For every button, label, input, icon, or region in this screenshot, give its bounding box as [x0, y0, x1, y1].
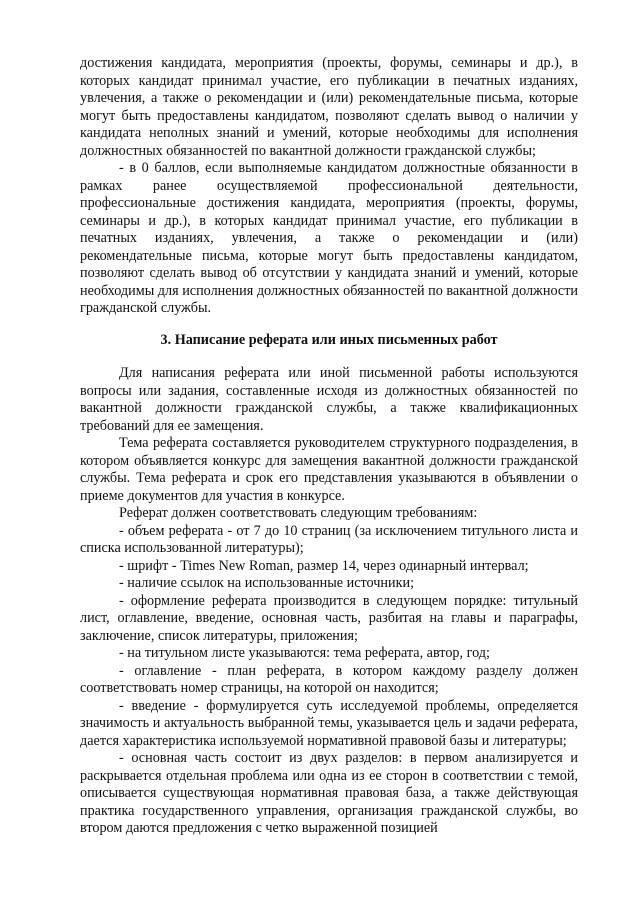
paragraph: - в 0 баллов, если выполняемые кандидатом должностные обязанности в рамках ранее осуществляемой профессиональной деятельности, профессиональные достижения кандидата, мероприятия (проекты, форумы, семинары и др.), в которых кандидат принимал участие, его публикации в печатных изданиях, увлечения, а также о рекомендации и (или) рекомендательные письма, которые могут быть предоставлены кандидатом, позволяют сделать вывод об отсутствии у кандидата знаний и умений, которые необходимы для исполнения должностных обязанностей по вакантной должности гражданской службы. — [80, 160, 578, 316]
list-item: - оформление реферата производится в следующем порядке: титульный лист, оглавление, введение, основная часть, разбитая на главы и параграфы, заключение, список литературы, приложения; — [80, 592, 578, 644]
paragraph: Для написания реферата или иной письменной работы используются вопросы или задания, составленные исходя из должностных обязанностей по вакантной должности гражданской службы, а также квалификационных требований для ее замещения. — [80, 365, 578, 434]
list-item: - на титульном листе указываются: тема реферата, автор, год; — [119, 645, 490, 661]
list-item: - основная часть состоит из двух разделов: в первом анализируется и раскрывается отдельная проблема или одна из ее сторон в соответствии с темой, описывается существующая нормативная правовая база, а также действующая практика государственного управления, организация гражданской службы, во втором даются предложения с четко выраженной позицией — [80, 750, 578, 836]
paragraph: достижения кандидата, мероприятия (проекты, форумы, семинары и др.), в которых кандидат принимал участие, его публикации в печатных изданиях, увлечения, а также о рекомендации и (или) рекомендательные письма, которые могут быть предоставлены кандидатом, позволяют сделать вывод о наличии у кандидата неполных знаний и умений, которые необходимы для исполнения должностных обязанностей по вакантной должности гражданской службы; — [80, 55, 578, 159]
list-item: - шрифт - Times New Roman, размер 14, через одинарный интервал; — [119, 557, 529, 574]
paragraph: Тема реферата составляется руководителем структурного подразделения, в котором объявляется конкурс для замещения вакантной должности гражданской службы. Тема реферата и срок его представления указываются в объявлении о приеме документов для участия в конкурсе. — [80, 435, 578, 504]
page-content — [80, 55, 578, 838]
list-item: - наличие ссылок на использованные источники; — [119, 575, 415, 591]
section-heading: 3. Написание реферата или иных письменных работ — [160, 331, 498, 348]
paragraph: Реферат должен соответствовать следующим требованиям: — [119, 505, 478, 521]
list-item: - введение - формулируется суть исследуемой проблемы, определяется значимость и актуальность выбранной темы, указывается цель и задачи реферата, дается характеристика используемой нормативной правовой базы и литературы; — [80, 697, 578, 749]
list-item: - объем реферата - от 7 до 10 страниц (за исключением титульного листа и списка использованной литературы); — [80, 522, 578, 556]
list-item: - оглавление - план реферата, в котором каждому разделу должен соответствовать номер страницы, на которой он находится; — [80, 662, 578, 696]
